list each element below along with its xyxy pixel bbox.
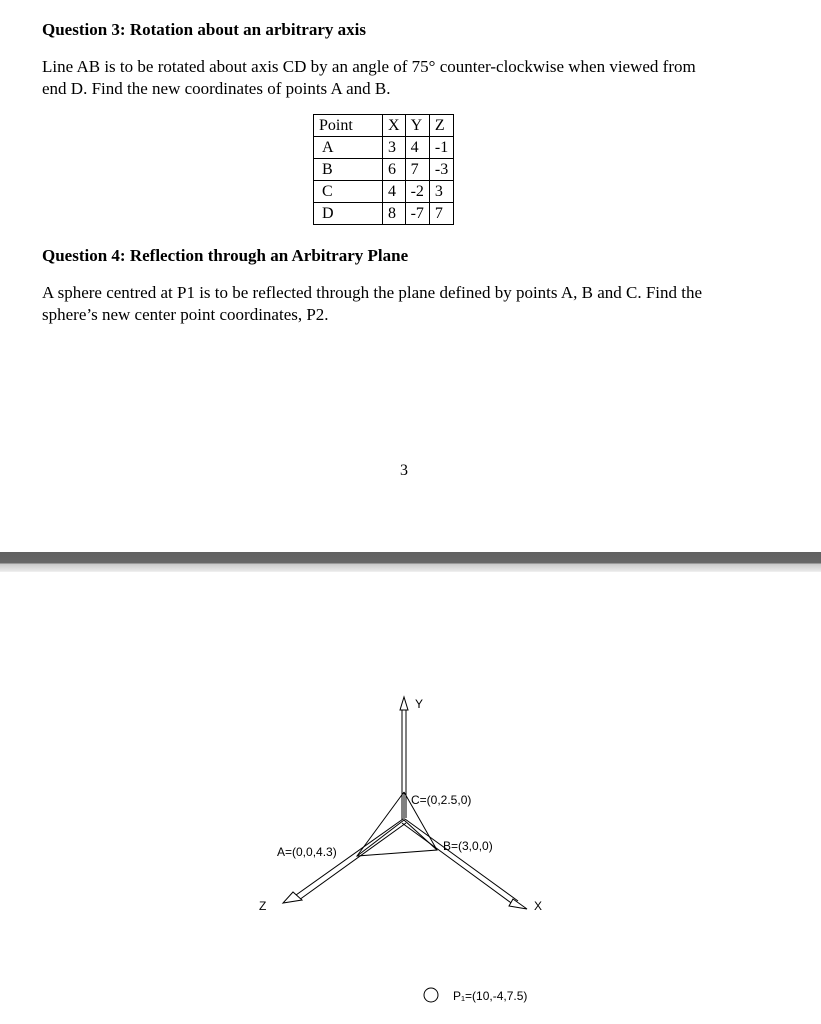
table-row	[314, 181, 454, 203]
table-cell: -7	[405, 203, 429, 225]
table-header-row	[314, 115, 454, 137]
table-cell: 4	[405, 137, 429, 159]
question-3-text	[42, 56, 696, 100]
table-cell: C	[314, 181, 383, 203]
header-point: Point	[314, 115, 383, 137]
z-axis	[283, 819, 406, 903]
sphere-p1-circle	[424, 988, 438, 1002]
table-cell: 8	[383, 203, 406, 225]
header-x: X	[383, 115, 406, 137]
coordinates-table	[313, 114, 454, 225]
table-cell: 7	[429, 203, 453, 225]
x-axis-label: X	[534, 899, 543, 913]
table-cell: 3	[429, 181, 453, 203]
table-cell: 3	[383, 137, 406, 159]
table-cell: 4	[383, 181, 406, 203]
table-cell: -3	[429, 159, 453, 181]
page-number: 3	[400, 462, 408, 479]
point-a-label: A=(0,0,4.3)	[277, 845, 337, 859]
table-cell: 7	[405, 159, 429, 181]
question-3-text-line-2: end D. Find the new coordinates of points A and B.	[42, 79, 391, 98]
table-cell: -2	[405, 181, 429, 203]
question-4-heading: Question 4: Reflection through an Arbitrary Plane	[42, 246, 409, 265]
table-cell: B	[314, 159, 383, 181]
table-row	[314, 159, 454, 181]
table-cell: -1	[429, 137, 453, 159]
z-axis-label: Z	[259, 899, 267, 913]
question-3-heading: Question 3: Rotation about an arbitrary axis	[42, 20, 366, 39]
header-z: Z	[429, 115, 453, 137]
table-cell: D	[314, 203, 383, 225]
table-cell: 6	[383, 159, 406, 181]
axes-diagram	[0, 572, 821, 1024]
table-row	[314, 137, 454, 159]
x-axis	[402, 819, 527, 909]
y-axis-label: Y	[415, 697, 424, 711]
question-4-text-line-2: sphere’s new center point coordinates, P2.	[42, 305, 329, 324]
page-break-divider	[0, 552, 821, 572]
point-c-label: C=(0,2.5,0)	[411, 793, 472, 807]
header-y: Y	[405, 115, 429, 137]
table-row	[314, 203, 454, 225]
question-3-text-line-1: Line AB is to be rotated about axis CD by an angle of 75° counter-clockwise when viewed from	[42, 57, 696, 76]
question-4-text-line-1: A sphere centred at P1 is to be reflected through the plane defined by points A, B and C. Find the	[42, 283, 703, 302]
sphere-p1-label: P₁=(10,-4,7.5)	[453, 989, 528, 1003]
question-4-text	[42, 282, 702, 326]
point-b-label: B=(3,0,0)	[443, 839, 493, 853]
table-cell: A	[314, 137, 383, 159]
